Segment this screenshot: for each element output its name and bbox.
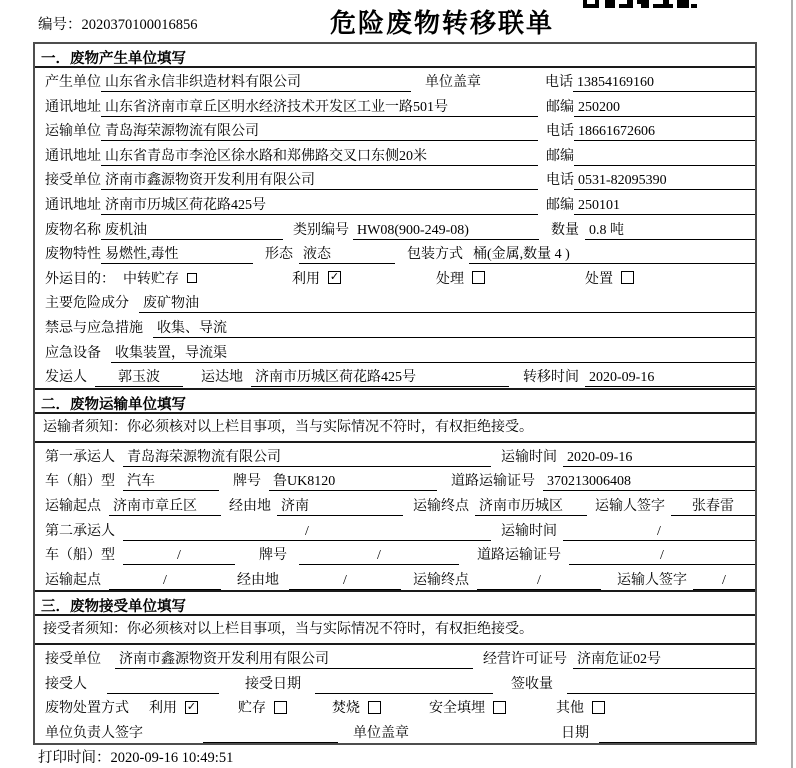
disposal-option-landfill [429,697,506,717]
field-value-underline: 山东省永信非织造材料有限公司 [101,71,411,92]
field-label: 日期 [561,726,589,742]
form-row-waste-name [35,216,755,241]
field-value-underline: HW08(900-249-08) [353,223,539,240]
section1-header: 一．废物产生单位填写 [35,44,755,68]
disposal-option-other [556,697,605,717]
field-label: 外运目的： [45,271,115,287]
field-value-underline: 2020-09-16 [585,370,755,387]
checkbox-icon [368,701,381,714]
form-row-unit-signature [35,719,755,744]
field-label: 单位负责人签字 [45,726,143,742]
print-time [38,746,233,767]
field-label: 通讯地址 [45,197,101,213]
field-label: 运输时间 [501,523,557,539]
field-label: 电话 [546,124,574,140]
field-value-underline: 济南市历城区荷花路425号 [101,194,538,215]
field-label: 应急设备 [45,345,101,361]
field-value-underline: 青岛海荣源物流有限公司 [123,446,491,467]
field-label: 经营许可证号 [483,652,567,668]
manifest-form [33,42,757,745]
page-title: 危险废物转移联单 [330,9,555,38]
qr-code-fragment [583,0,697,9]
disposal-option-utilize [149,697,198,717]
form-row-second-carrier [35,517,755,542]
field-label: 通讯地址 [45,148,101,164]
field-label: 道路运输证号 [477,548,561,564]
serial-number [38,13,198,34]
field-label: 电话 [545,75,573,90]
field-label: 邮编 [546,99,574,115]
field-value-underline: 济南市鑫源物资开发利用有限公司 [101,169,538,190]
field-label: 接受日期 [245,676,301,692]
field-value-underline: 郭玉波 [95,366,183,387]
field-value-underline: 收集、导流 [153,317,755,338]
field-label: 通讯地址 [45,99,101,115]
field-value-underline: / [569,548,755,565]
field-label: 废物特性 [45,247,101,263]
field-label: 转移时间 [523,370,579,386]
field-label: 运输起点 [45,498,101,514]
field-label: 接受单位 [45,173,101,189]
serial-value: 2020370100016856 [81,17,198,33]
option-label: 利用 [149,701,177,717]
print-time-value: 2020-09-16 10:49:51 [110,750,234,766]
field-label: 运输人签字 [595,498,665,514]
field-value-underline: 济南 [277,495,403,516]
option-label: 中转贮存 [123,271,179,287]
form-row-emergency-equipment [35,339,755,364]
disposal-option-storage [238,697,287,717]
field-value-underline: 废矿物油 [139,292,755,313]
purpose-option-transit-storage [123,268,197,288]
disposal-option-incinerate [332,697,381,717]
field-label: 第二承运人 [45,523,115,539]
field-value-underline: 13854169160 [573,75,755,92]
field-label: 主要危险成分 [45,296,129,312]
field-value-underline: 370213006408 [543,474,755,491]
field-label: 电话 [546,173,574,189]
form-row-consignor [35,363,755,388]
field-value-underline: 废机油 [101,219,283,240]
field-label: 类别编号 [293,222,349,238]
field-value-underline: / [477,573,601,590]
option-label: 安全填埋 [429,701,485,717]
field-label: 车（船）型 [45,474,115,490]
field-label: 数量 [551,222,579,238]
field-value-underline: 青岛海荣源物流有限公司 [101,120,538,141]
option-label: 处置 [585,271,613,287]
field-label: 禁忌与应急措施 [45,320,143,336]
field-label: 发运人 [45,370,87,386]
field-value-underline: 鲁UK8120 [269,470,437,491]
option-label: 其他 [556,701,584,717]
form-row-waste-characteristics [35,240,755,265]
checkbox-icon [592,701,605,714]
serial-label: 编号： [38,17,82,33]
field-value-underline: 250200 [574,100,755,117]
field-label: 经由地 [237,572,279,588]
field-value-underline: 250101 [574,198,755,215]
receiver-notice: 接受者须知：你必须核对以上栏目事项，当与实际情况不符时，有权拒绝接受。 [35,616,755,645]
field-value-underline: 18661672606 [574,124,755,141]
field-value-underline: 山东省济南市章丘区明水经济技术开发区工业一路501号 [101,96,538,117]
field-value-underline: 易燃性,毒性 [101,243,253,264]
field-value-underline [107,677,219,694]
field-label: 单位盖章 [353,726,409,742]
field-value-underline: 液态 [299,243,395,264]
field-label: 经由地 [229,498,271,514]
field-label: 牌号 [233,474,261,490]
option-label: 处理 [436,271,464,287]
field-label: 运输起点 [45,572,101,588]
field-value-underline [574,149,755,166]
field-value-underline: / [109,573,221,590]
checkbox-icon [621,271,634,284]
form-row-receiver-unit [35,166,755,191]
field-label: 运输终点 [413,572,469,588]
field-label: 牌号 [259,548,287,564]
purpose-option-utilize [292,268,341,288]
field-value-underline: 济南市历城区荷花路425号 [251,366,509,387]
checkbox-icon [274,701,287,714]
field-value-underline: / [123,548,235,565]
field-label: 产生单位 [45,75,101,90]
form-row-route-1 [35,492,755,517]
field-value-underline: / [289,573,401,590]
field-value-underline [599,726,755,743]
form-row-receiver-address [35,191,755,216]
checkbox-icon [472,271,485,284]
section2-header: 二．废物运输单位填写 [35,388,755,414]
field-label: 邮编 [546,197,574,213]
form-row-emergency-measures [35,314,755,339]
field-label: 运输时间 [501,449,557,465]
form-row-vehicle-type-1 [35,467,755,492]
field-value-underline: 桶(金属,数量 4 ) [469,243,755,264]
field-label: 签收量 [511,676,553,692]
field-value-underline: 2020-09-16 [563,450,755,467]
form-row-vehicle-type-2 [35,541,755,566]
form-row-hazard-components [35,289,755,314]
page-edge-divider [791,0,793,768]
field-value-underline: 张春雷 [671,495,755,516]
field-label: 包装方式 [407,247,463,263]
field-value-underline: 山东省青岛市李沧区徐水路和郑佛路交叉口东侧20米 [101,145,538,166]
field-label: 邮编 [546,148,574,164]
form-row-disposal-method [35,694,755,719]
field-value-underline: 济南市历城区 [475,495,587,516]
field-value-underline: 济南市鑫源物资开发利用有限公司 [115,648,473,669]
form-row-first-carrier [35,443,755,468]
checkbox-checked-icon: ✓ [329,270,340,284]
field-label: 废物名称 [45,222,101,238]
field-label: 运输终点 [413,498,469,514]
form-row-receiving-unit [35,645,755,670]
field-value-underline: 0531-82095390 [574,173,755,190]
field-value-underline: 济南危证02号 [573,648,755,669]
purpose-option-treat [436,268,485,288]
option-label: 焚烧 [332,701,360,717]
checkbox-icon [187,273,197,283]
field-value-underline: / [563,524,755,541]
field-value-underline [203,726,338,743]
form-row-receiver-person [35,670,755,695]
checkbox-checked-icon: ✓ [186,699,197,713]
form-row-producer-unit [35,68,755,93]
field-label: 运输人签字 [617,572,687,588]
purpose-option-dispose [585,268,634,288]
field-value-underline: 汽车 [123,470,219,491]
field-label: 运达地 [201,370,243,386]
field-value-underline: 收集装置，导流渠 [111,342,755,363]
checkbox-icon [493,701,506,714]
form-row-transport-address [35,142,755,167]
option-label: 贮存 [238,701,266,717]
field-value-underline: / [693,573,755,590]
field-value-underline: / [299,548,459,565]
field-value-underline [315,677,493,694]
field-label: 形态 [265,247,293,263]
field-value-underline: / [123,524,491,541]
field-value-underline: 0.8 吨 [585,219,755,240]
field-label: 道路运输证号 [451,474,535,490]
field-label: 接受人 [45,676,87,692]
field-value-underline: 济南市章丘区 [109,495,221,516]
field-label: 废物处置方式 [45,701,129,717]
option-label: 利用 [292,271,320,287]
form-row-transfer-purpose [35,265,755,290]
field-label: 运输单位 [45,124,101,140]
form-row-route-2 [35,566,755,591]
field-value-underline [567,677,755,694]
field-label: 单位盖章 [425,75,481,90]
print-time-label: 打印时间： [38,750,111,766]
transporter-notice: 运输者须知：你必须核对以上栏目事项，当与实际情况不符时，有权拒绝接受。 [35,414,755,443]
field-label: 第一承运人 [45,449,115,465]
section3-header: 三．废物接受单位填写 [35,590,755,616]
field-label: 车（船）型 [45,548,115,564]
form-row-transport-unit [35,117,755,142]
form-row-producer-address [35,93,755,118]
field-label: 接受单位 [45,652,101,668]
